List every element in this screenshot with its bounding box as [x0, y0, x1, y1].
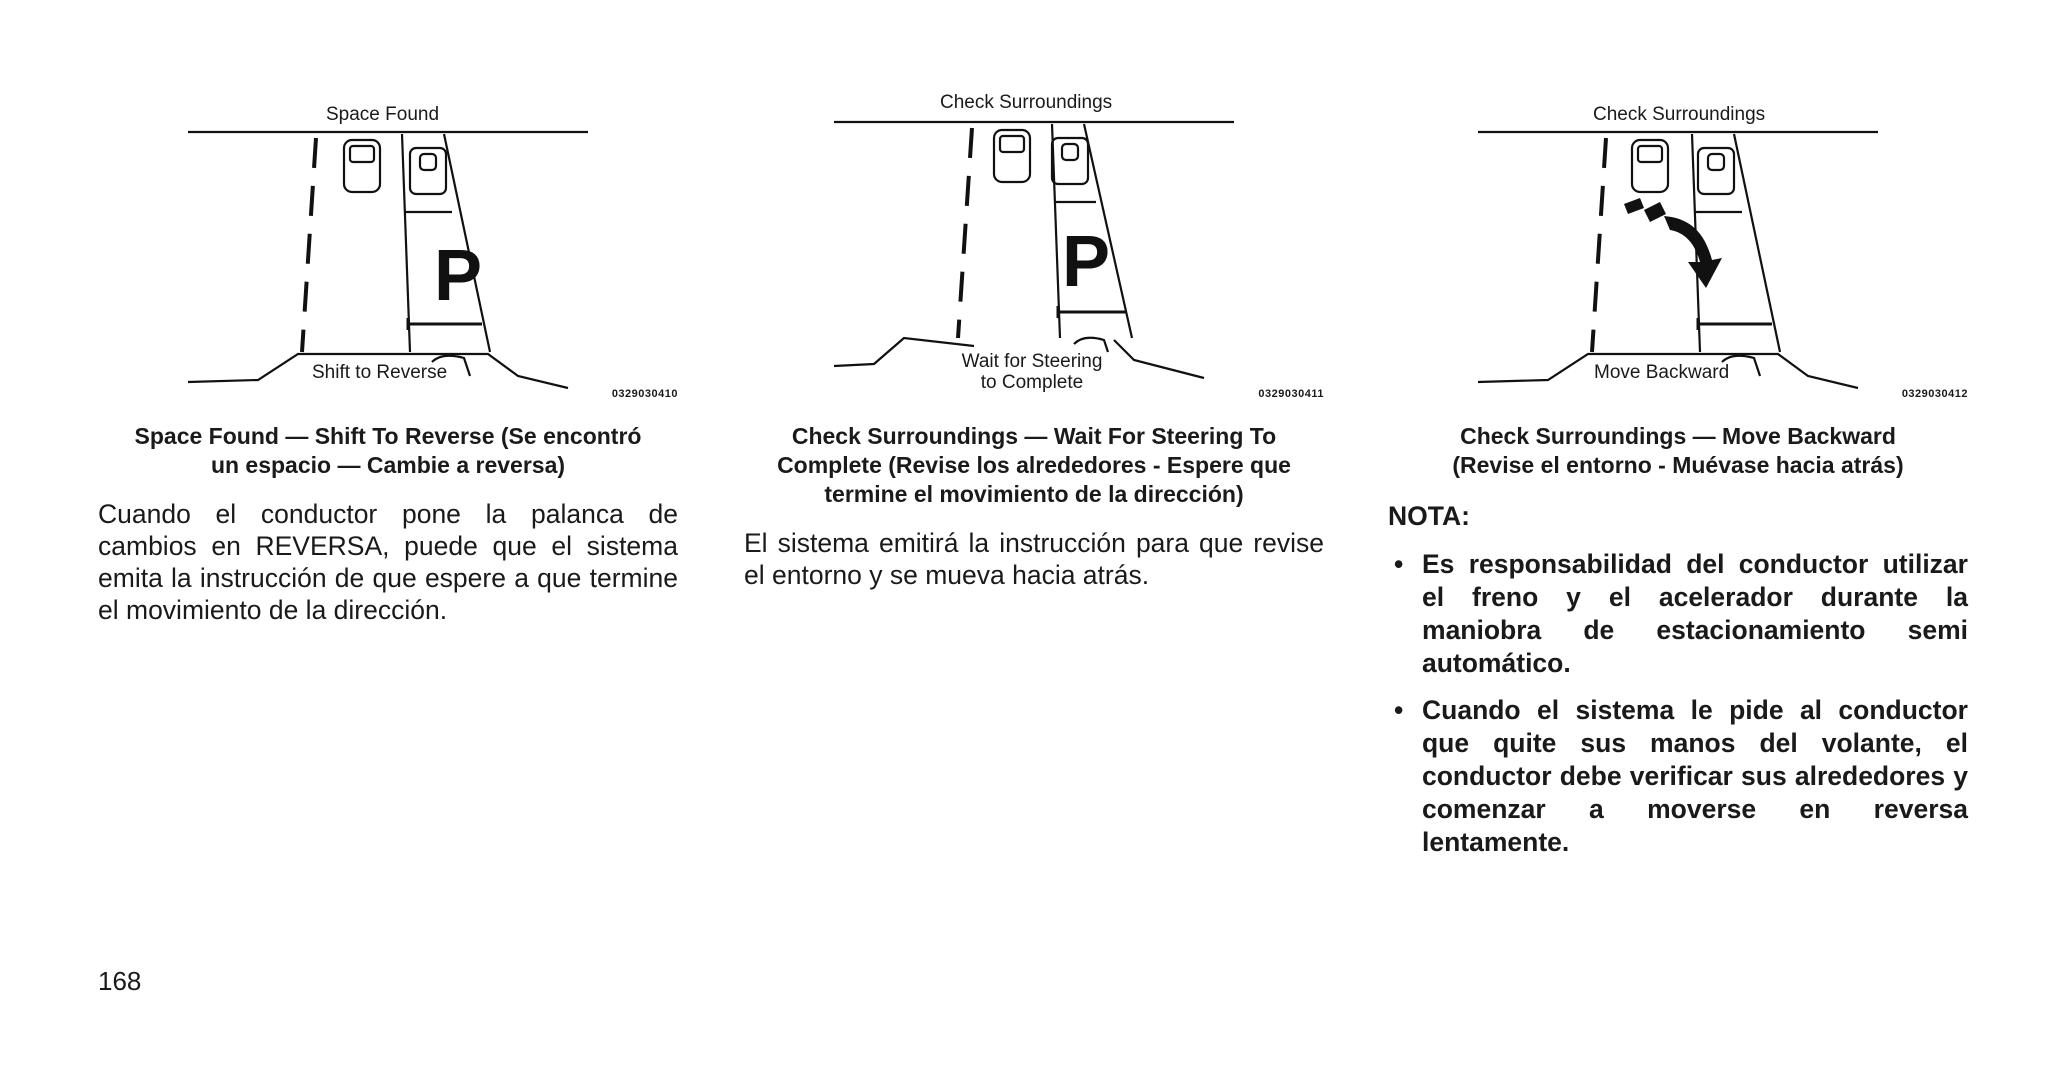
figure-space-found	[98, 90, 678, 410]
bullet-icon: •	[1394, 695, 1404, 725]
figure-bottom-label: Shift to Reverse	[312, 362, 448, 383]
body-paragraph: El sistema emitirá la instrucción para que revise el entorno y se mueva hacia atrás.	[744, 528, 1324, 590]
bullet-icon: •	[1394, 549, 1404, 579]
parking-p-sign: P	[434, 236, 483, 316]
figure-code: 0329030411	[1258, 388, 1324, 400]
figure-top-label: Check Surroundings	[940, 92, 1113, 113]
column-3	[1388, 90, 1968, 873]
page-number: 168	[98, 966, 142, 996]
figure-code: 0329030410	[611, 388, 678, 400]
figure-top-label: Space Found	[326, 104, 440, 125]
note-item-text: Es responsabilidad del conductor utilizar el freno y el acelerador durante la maniobra de estacionamiento semi automático.	[1422, 549, 1968, 678]
caption-line: Check Surroundings — Move Backward	[1460, 423, 1896, 449]
column-2	[744, 90, 1324, 591]
figure-caption	[744, 422, 1324, 509]
figure-caption	[1388, 422, 1968, 480]
figure-bottom-label	[952, 351, 1112, 393]
figure-caption	[98, 422, 678, 480]
caption-line: termine el movimiento de la dirección)	[824, 481, 1244, 507]
bottom-label-line: to Complete	[980, 372, 1084, 393]
bottom-label-line: Wait for Steering	[961, 351, 1103, 372]
note-title: NOTA:	[1388, 501, 1470, 531]
note-item	[1388, 694, 1968, 859]
caption-line: Complete (Revise los alrededores - Espere que	[777, 452, 1291, 478]
column-1	[98, 90, 678, 626]
caption-line: Space Found — Shift To Reverse (Se encontró	[134, 423, 642, 449]
figure-wait-for-steering	[744, 90, 1324, 410]
caption-line: (Revise el entorno - Muévase hacia atrás)	[1452, 452, 1904, 478]
figure-move-backward	[1388, 90, 1968, 410]
figure-top-label: Check Surroundings	[1593, 104, 1766, 125]
note-list	[1388, 548, 1968, 859]
parking-p-sign: P	[1062, 222, 1111, 302]
figure-code: 0329030412	[1901, 388, 1968, 400]
figure-bottom-label: Move Backward	[1594, 362, 1730, 383]
note-item	[1388, 548, 1968, 680]
caption-line: Check Surroundings — Wait For Steering To	[791, 423, 1277, 449]
caption-line: un espacio — Cambie a reversa)	[210, 452, 566, 478]
body-paragraph: Cuando el conductor pone la palanca de cambios en REVERSA, puede que el sistema emita la instrucción de que espere a que termine el movimiento de la dirección.	[98, 499, 678, 625]
note-item-text: Cuando el sistema le pide al conductor que quite sus manos del volante, el conductor debe verificar sus alrededores y comenzar a moverse en reversa lentamente.	[1422, 695, 1968, 857]
